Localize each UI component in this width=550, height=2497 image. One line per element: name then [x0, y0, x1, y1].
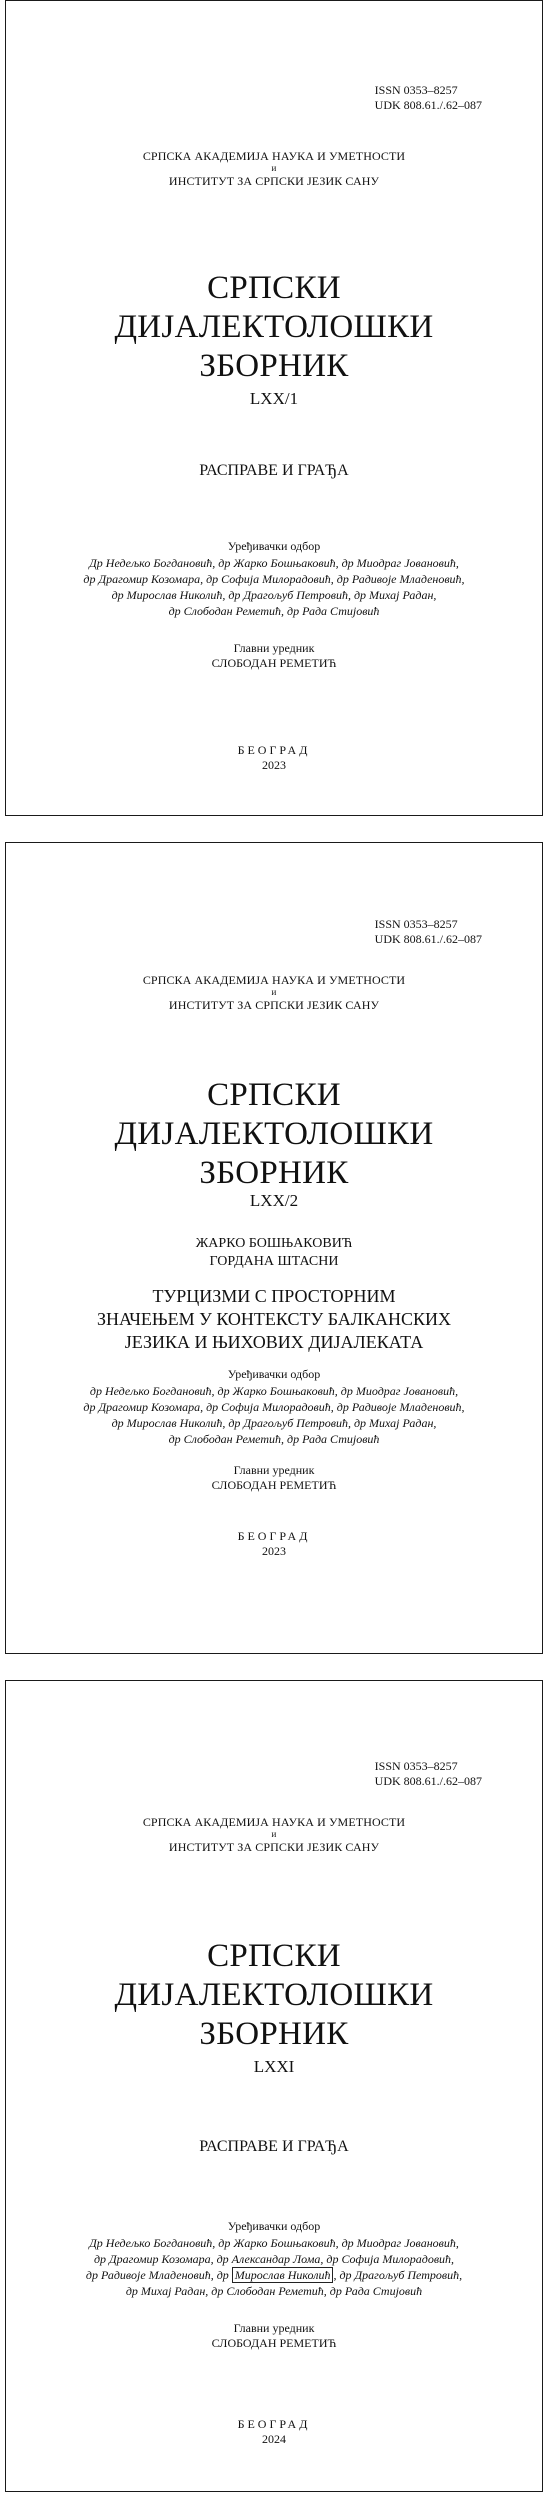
- title-line3: ЗБОРНИК: [199, 1155, 349, 1191]
- editor-block: [6, 641, 542, 671]
- board-members: [6, 2235, 542, 2299]
- board-members: [6, 1383, 542, 1447]
- institution-line1: СРПСКА АКАДЕМИЈА НАУКА И УМЕТНОСТИ: [142, 973, 406, 987]
- issn-block: [375, 1759, 482, 1789]
- board-line: др Драгомир Козомара, др Софија Милорадовић, др Радивоје Младеновић,: [83, 1400, 465, 1414]
- imprint: [6, 2417, 542, 2447]
- board-line: Др Недељко Богдановић, др Жарко Бошњаковић, др Миодраг Јовановић,: [89, 556, 459, 570]
- title-page-3: [5, 1680, 543, 2492]
- year: 2023: [262, 758, 286, 772]
- institution-line1: СРПСКА АКАДЕМИЈА НАУКА И УМЕТНОСТИ: [142, 1815, 406, 1829]
- issn: ISSN 0353–8257: [374, 83, 458, 97]
- title-line3: ЗБОРНИК: [199, 348, 349, 384]
- issn: ISSN 0353–8257: [374, 917, 458, 931]
- board-members: [6, 555, 542, 619]
- board-line: др Мирослав Николић, др Драгољуб Петровић, др Михај Радан,: [111, 1416, 437, 1430]
- year: 2024: [262, 2432, 286, 2446]
- title-line2: ДИЈАЛЕКТОЛОШКИ: [114, 309, 434, 345]
- city: БЕОГРАД: [237, 1529, 311, 1543]
- institution-and: и: [271, 163, 277, 173]
- editor-heading: Главни уредник: [233, 2321, 315, 2335]
- highlighted-name: Мирослав Николић: [232, 2267, 334, 2283]
- udk: UDK 808.61./.62–087: [374, 932, 482, 946]
- board-line: др Драгомир Козомара, др Александар Лома, др Софија Милорадовић,: [93, 2252, 455, 2266]
- authors: [6, 1235, 542, 1271]
- author-2: ГОРДАНА ШТАСНИ: [209, 1254, 339, 1269]
- book-title-line: ТУРЦИЗМИ С ПРОСТОРНИМ: [152, 1286, 396, 1306]
- author-1: ЖАРКО БОШЊАКОВИЋ: [195, 1236, 353, 1251]
- journal-title: [6, 269, 542, 386]
- board-line: др Михај Радан, др Слободан Реметић, др Рада Стијовић: [125, 2284, 423, 2298]
- imprint: [6, 1529, 542, 1559]
- imprint: [6, 743, 542, 773]
- editor-block: [6, 1463, 542, 1493]
- subtitle: РАСПРАВЕ И ГРАЂА: [199, 462, 349, 479]
- board-line: Др Недељко Богдановић, др Жарко Бошњаковић, др Миодраг Јовановић,: [89, 2236, 459, 2250]
- journal-title: [6, 1076, 542, 1193]
- title-line2: ДИЈАЛЕКТОЛОШКИ: [114, 1977, 434, 2013]
- title-page-1: [5, 0, 543, 816]
- board-line: др Мирослав Николић, др Драгољуб Петровић, др Михај Радан,: [111, 588, 437, 602]
- board-line3-pre: др Радивоје Младеновић, др: [85, 2268, 229, 2282]
- institution-and: и: [271, 987, 277, 997]
- editor-name: СЛОБОДАН РЕМЕТИЋ: [211, 1478, 337, 1492]
- volume: LXXI: [253, 2057, 295, 2076]
- editor-block: [6, 2321, 542, 2351]
- udk: UDK 808.61./.62–087: [374, 1774, 482, 1788]
- board-line: др Недељко Богдановић, др Жарко Бошњаковић, др Миодраг Јовановић,: [89, 1384, 459, 1398]
- editor-heading: Главни уредник: [233, 1463, 315, 1477]
- board-line: др Слободан Реметић, др Рада Стијовић: [168, 604, 380, 618]
- board-line: др Слободан Реметић, др Рада Стијовић: [168, 1432, 380, 1446]
- institution-and: и: [271, 1829, 277, 1839]
- board-heading: Уређивачки одбор: [227, 2219, 321, 2233]
- board-heading: Уређивачки одбор: [227, 539, 321, 553]
- subtitle: РАСПРАВЕ И ГРАЂА: [199, 2138, 349, 2155]
- title-line2: ДИЈАЛЕКТОЛОШКИ: [114, 1116, 434, 1152]
- editor-name: СЛОБОДАН РЕМЕТИЋ: [211, 2336, 337, 2350]
- issn-block: [375, 83, 482, 113]
- title-page-2: [5, 842, 543, 1654]
- city: БЕОГРАД: [237, 743, 311, 757]
- city: БЕОГРАД: [237, 2417, 311, 2431]
- issn-block: [375, 917, 482, 947]
- title-line3: ЗБОРНИК: [199, 2016, 349, 2052]
- udk: UDK 808.61./.62–087: [374, 98, 482, 112]
- title-line1: СРПСКИ: [207, 1077, 341, 1113]
- journal-title: [6, 1937, 542, 2054]
- book-title-line: ЗНАЧЕЊЕМ У КОНТЕКСТУ БАЛКАНСКИХ: [96, 1309, 452, 1329]
- institution-line2: ИНСТИТУТ ЗА СРПСКИ ЈЕЗИК САНУ: [168, 174, 380, 188]
- institution-line1: СРПСКА АКАДЕМИЈА НАУКА И УМЕТНОСТИ: [142, 149, 406, 163]
- year: 2023: [262, 1544, 286, 1558]
- institution-block: [6, 973, 542, 1012]
- issn: ISSN 0353–8257: [374, 1759, 458, 1773]
- volume: LXX/1: [249, 389, 299, 408]
- editor-heading: Главни уредник: [233, 641, 315, 655]
- title-line1: СРПСКИ: [207, 270, 341, 306]
- institution-line2: ИНСТИТУТ ЗА СРПСКИ ЈЕЗИК САНУ: [168, 1840, 380, 1854]
- board-heading: Уређивачки одбор: [227, 1367, 321, 1381]
- board-line: др Драгомир Козомара, др Софија Милорадовић, др Радивоје Младеновић,: [83, 572, 465, 586]
- board-line3-post: , др Драгољуб Петровић,: [333, 2268, 463, 2282]
- editor-name: СЛОБОДАН РЕМЕТИЋ: [211, 656, 337, 670]
- volume: LXX/2: [249, 1191, 299, 1210]
- institution-block: [6, 149, 542, 188]
- board-line: [6, 2267, 542, 2283]
- title-line1: СРПСКИ: [207, 1938, 341, 1974]
- institution-block: [6, 1815, 542, 1854]
- institution-line2: ИНСТИТУТ ЗА СРПСКИ ЈЕЗИК САНУ: [168, 998, 380, 1012]
- book-title: [6, 1285, 542, 1354]
- book-title-line: ЈЕЗИКА И ЊИХОВИХ ДИЈАЛЕКАТА: [124, 1332, 424, 1352]
